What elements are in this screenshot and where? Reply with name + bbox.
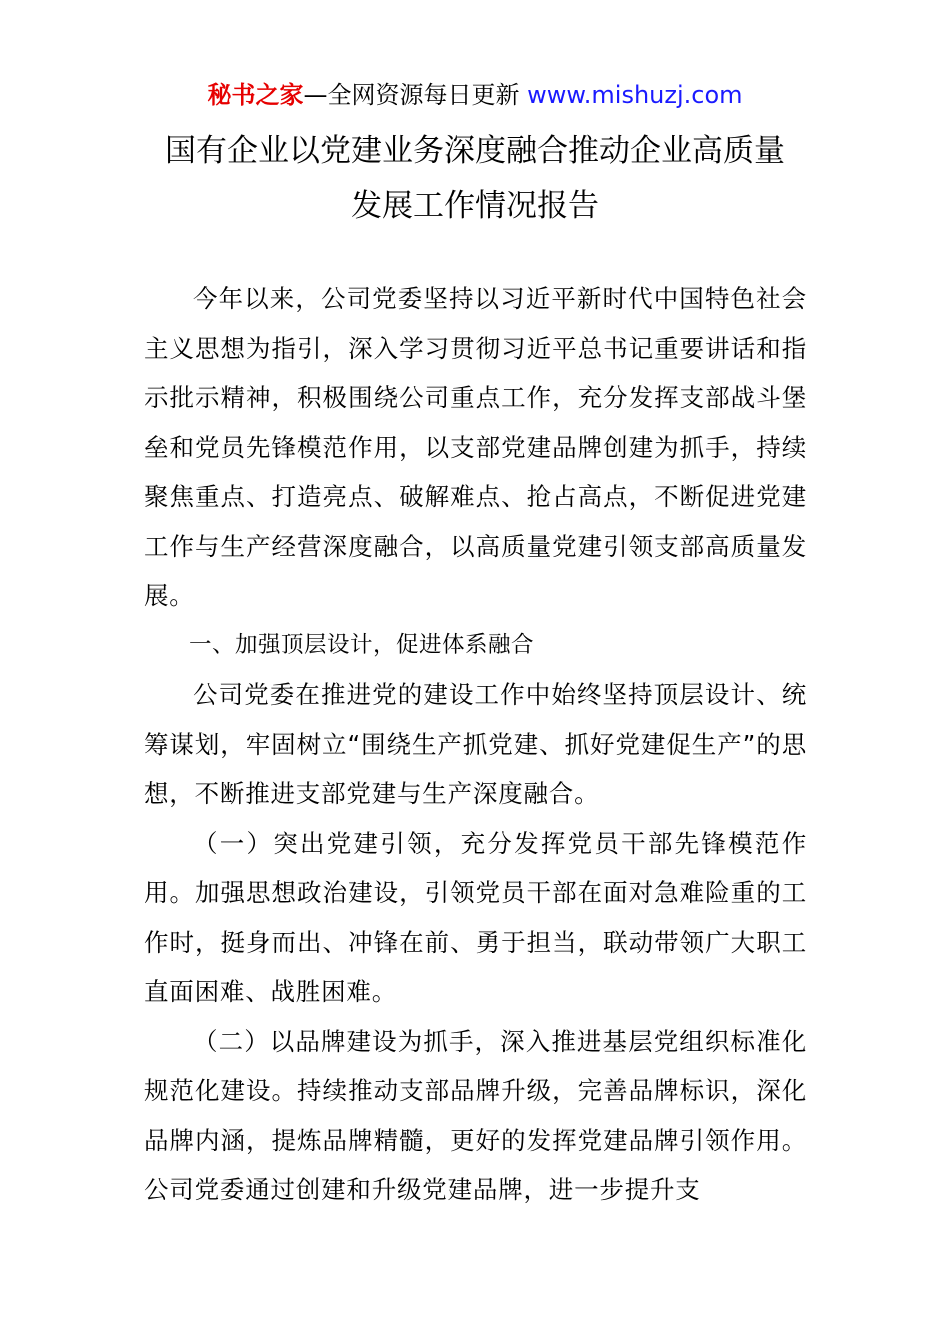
header-tagline: —全网资源每日更新 <box>303 81 528 109</box>
subsection-paragraph-1: （一）突出党建引领，充分发挥党员干部先锋模范作用。加强思想政治建设，引领党员干部在面对急难险重的工作时，挺身而出、冲锋在前、勇于担当，联动带领广大职工直面困难、战胜困难。 <box>144 828 807 1006</box>
intro-paragraph: 今年以来，公司党委坚持以习近平新时代中国特色社会主义思想为指引，深入学习贯彻习近平总书记重要讲话和指示批示精神，积极围绕公司重点工作，充分发挥支部战斗堡垒和党员先锋模范作用，以支部党建品牌创建为抓手，持续聚焦重点、打造亮点、破解难点、抢占高点，不断促进党建工作与生产经营深度融合，以高质量党建引领支部高质量发展。 <box>144 284 807 610</box>
section-heading-1: 一、加强顶层设计，促进体系融合 <box>189 631 535 658</box>
site-header <box>0 78 950 112</box>
section-paragraph: 公司党委在推进党的建设工作中始终坚持顶层设计、统筹谋划，牢固树立“围绕生产抓党建、抓好党建促生产”的思想，不断推进支部党建与生产深度融合。 <box>144 680 807 808</box>
document-title <box>0 124 950 234</box>
title-line-1: 国有企业以党建业务深度融合推动企业高质量 <box>165 133 785 169</box>
title-line-2: 发展工作情况报告 <box>351 188 599 224</box>
brand-name: 秘书之家 <box>207 81 304 109</box>
subsection-paragraph-2: （二）以品牌建设为抓手，深入推进基层党组织标准化规范化建设。持续推动支部品牌升级，完善品牌标识，深化品牌内涵，提炼品牌精髓，更好的发挥党建品牌引领作用。公司党委通过创建和升级党建品牌，进一步提升支 <box>144 1026 807 1204</box>
document-body <box>144 274 807 1215</box>
site-url[interactable]: www.mishuzj.com <box>527 81 743 109</box>
